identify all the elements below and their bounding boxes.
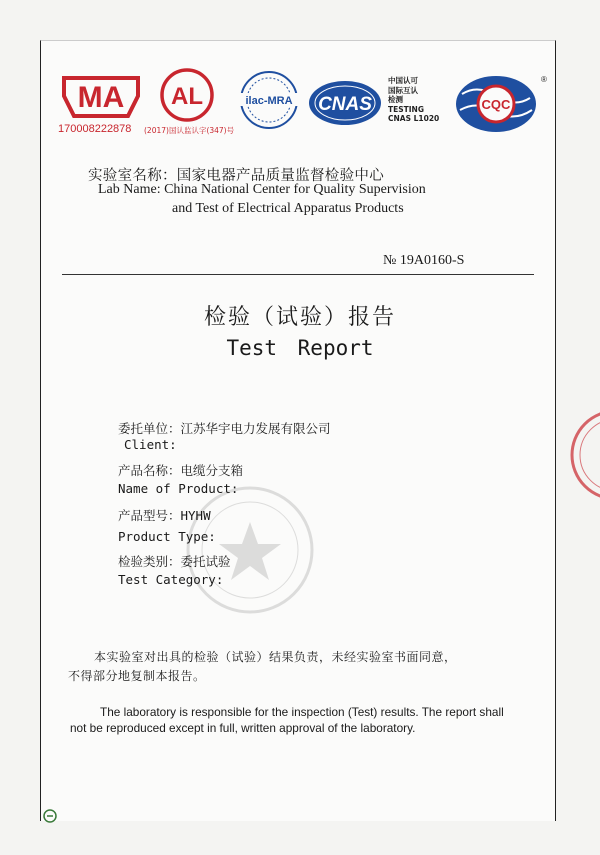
svg-text:CQC: CQC bbox=[481, 97, 511, 112]
disclaimer-en-line2: not be reproduced except in full, written approval of the laboratory. bbox=[70, 721, 416, 735]
disclaimer-en bbox=[70, 704, 540, 736]
disclaimer-en-line1: The laboratory is responsible for the inspection (Test) results. The report shall bbox=[100, 705, 504, 719]
product-type-cn: 产品型号：HYHW bbox=[118, 508, 211, 523]
disclaimer-cn-line2: 不得部分地复制本报告。 bbox=[68, 669, 206, 683]
cqc-logo bbox=[444, 70, 548, 136]
client-en: Client: bbox=[124, 437, 177, 452]
lab-name-en-line2: and Test of Electrical Apparatus Products bbox=[172, 201, 404, 216]
svg-text:ilac-MRA: ilac-MRA bbox=[245, 95, 293, 107]
disclaimer-cn-line1: 本实验室对出具的检验（试验）结果负责，未经实验室书面同意， bbox=[94, 650, 457, 664]
corner-mark-icon bbox=[42, 808, 58, 828]
report-title-en: Test Report bbox=[226, 336, 374, 360]
red-seal-edge bbox=[566, 405, 600, 509]
header-divider bbox=[62, 274, 534, 275]
svg-text:MA: MA bbox=[77, 81, 125, 114]
test-category-cn: 检验类别：委托试验 bbox=[118, 554, 231, 569]
svg-text:CNAS: CNAS bbox=[318, 94, 372, 115]
cnas-accreditation-note bbox=[388, 76, 439, 124]
cma-logo bbox=[56, 72, 146, 120]
cma-license: 170008222878 bbox=[58, 123, 132, 135]
lab-name-cn: 实验室名称：国家电器产品质量监督检验中心 bbox=[88, 168, 384, 184]
product-type-en: Product Type: bbox=[118, 529, 216, 544]
product-name-cn: 产品名称：电缆分支箱 bbox=[118, 463, 244, 478]
svg-text:AL: AL bbox=[171, 83, 203, 110]
test-category-en: Test Category: bbox=[118, 572, 224, 587]
cnas-note-line: 检测 bbox=[388, 95, 403, 104]
cnas-logo bbox=[306, 78, 384, 128]
cnas-note-line: 中国认可 bbox=[388, 76, 418, 85]
svg-text:®: ® bbox=[541, 75, 547, 84]
cnas-note-line: 国际互认 bbox=[388, 85, 418, 95]
cal-license: (2017)国认监认字(347)号 bbox=[144, 126, 235, 135]
cal-logo bbox=[158, 66, 216, 124]
lab-name-en-line1: Lab Name: China National Center for Quality Supervision bbox=[98, 182, 426, 197]
report-number: № 19A0160-S bbox=[383, 253, 465, 268]
cnas-note-line: TESTING bbox=[388, 104, 424, 114]
cnas-note-line: CNAS L1020 bbox=[388, 114, 440, 123]
ilac-mra-logo bbox=[236, 68, 302, 132]
product-name-en: Name of Product: bbox=[118, 481, 239, 496]
client-cn: 委托单位：江苏华宇电力发展有限公司 bbox=[118, 421, 331, 436]
report-title-cn: 检验（试验）报告 bbox=[203, 305, 396, 330]
